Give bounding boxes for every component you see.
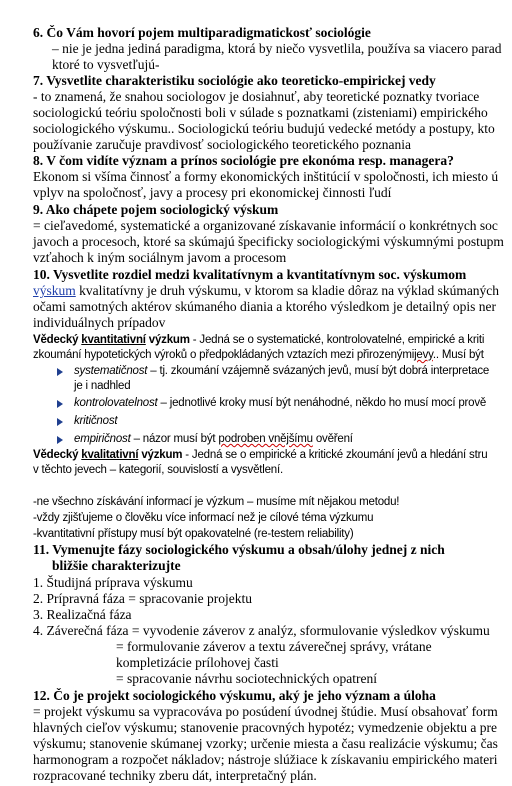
question-10-body-1: výskum kvalitatívny je druh výskumu, v ktorom sa kladie dôraz na výklad skúmaných bbox=[33, 283, 500, 298]
bullet-kriticnost: kritičnost bbox=[74, 415, 118, 427]
phase-4-cont-2: kompletizácie prílohovej časti bbox=[116, 655, 279, 670]
phase-3: 3. Realizačná fáza bbox=[33, 607, 132, 622]
phase-4-cont-1: = formulovanie záverov a textu záverečnej správy, vrátane bbox=[116, 639, 432, 654]
bullet-arrow-icon bbox=[57, 400, 63, 408]
question-9-title: 9. Ako chápete pojem sociologický výskum bbox=[33, 202, 279, 217]
question-11-title: 11. Vymenujte fázy sociologického výskumu a obsah/úlohy jednej z nich bbox=[33, 542, 445, 557]
question-7-body-4: používanie zaručuje pravdivosť sociologického teoretického poznania bbox=[33, 137, 411, 152]
bullet-systematicnost: systematičnost – tj. zkoumání vzájemně svázaných jevů, musí být dobrá interpretace bbox=[74, 365, 490, 377]
question-12-title: 12. Čo je projekt sociologického výskumu, aký je jeho význam a úloha bbox=[33, 688, 436, 703]
question-10-body-3: individuálnych prípadov bbox=[33, 315, 166, 330]
note-1: -ne všechno získávání informací je výzkum – musíme mít nějakou metodu! bbox=[33, 496, 400, 508]
quantitative-line-2: zkoumání hypotetických výroků o předpokládaných vztazích mezi přirozenýmijevy.. Musí být bbox=[33, 349, 484, 361]
bullet-arrow-icon bbox=[57, 418, 63, 426]
vyskum-link[interactable]: výskum bbox=[33, 283, 76, 298]
quantitative-heading: Vědecký kvantitativní výzkum - Jedná se o systematické, kontrolovatelné, empirické a kriti bbox=[33, 334, 485, 346]
question-9-body-2: javoch a procesoch, ktoré sa skúmajú špecificky sociologickými výskumnými postupm bbox=[33, 234, 504, 249]
question-6-title: 6. Čo Vám hovorí pojem multiparadigmatickosť sociológie bbox=[33, 25, 371, 40]
question-7-title: 7. Vysvetlite charakteristiku sociológie ako teoreticko-empirickej vedy bbox=[33, 73, 436, 88]
question-6-body-1: – nie je jedna jediná paradigma, ktorá by niečo vysvetlila, používa sa viacero parad bbox=[52, 41, 502, 56]
qualitative-line-2: v těchto jevech – kategorií, souvislostí a vysvětlení. bbox=[33, 464, 283, 476]
question-7-body-3: sociologického výskumu.. Sociologickú teóriu budujú vedecké metódy a postupy, kto bbox=[33, 121, 495, 136]
phase-4: 4. Záverečná fáza = vyvodenie záverov z analýz, sformulovanie výsledkov výskumu bbox=[33, 623, 490, 638]
question-12-body-4: harmonogram a rozpočet nákladov; nástroje slúžiace k získavaniu empirického materi bbox=[33, 752, 498, 767]
question-9-body-1: = cieľavedomé, systematické a organizované získavanie informácií o konkrétnych soc bbox=[33, 218, 498, 233]
question-8-body-2: vplyv na spoločnosť, javy a procesy pri ekonomickej činnosti ľudí bbox=[33, 185, 392, 200]
bullet-arrow-icon bbox=[57, 368, 63, 376]
question-9-body-3: vzťahoch k iným sociálnym javom a procesom bbox=[33, 250, 287, 265]
question-7-body-1: - to znamená, že snahou sociologov je dosiahnuť, aby teoretické poznatky tvoriace bbox=[33, 89, 480, 104]
bullet-systematicnost-cont: je i nadhled bbox=[74, 380, 131, 392]
question-12-body-5: rozpracované techniky zberu dát, interpretačný plán. bbox=[33, 768, 317, 783]
question-10-body-2: očami samotných aktérov skúmaného diania a ktorého výsledkom je detailný opis ner bbox=[33, 299, 497, 314]
question-12-body-3: výskumu; stanovenie skúmanej vzorky; určenie miesta a času realizácie výskumu; čas bbox=[33, 736, 498, 751]
question-10-title: 10. Vysvetlite rozdiel medzi kvalitatívnym a kvantitatívnym soc. výskumom bbox=[33, 267, 467, 282]
question-12-body-2: hlavných cieľov výskumu; stanovenie pracovných hypotéz; vymedzenie objektu a pre bbox=[33, 720, 497, 735]
bullet-kontrolovatelnost: kontrolovatelnost – jednotlivé kroky musí být nenáhodné, někdo ho musí mocí prově bbox=[74, 397, 487, 409]
question-6-body-2: ktoré to vysvetľujú- bbox=[52, 57, 160, 72]
note-3: -kvantitativní přístupy musí být opakovatelné (re-testem reliability) bbox=[33, 528, 354, 540]
bullet-arrow-icon bbox=[57, 436, 63, 444]
question-7-body-2: sociologickú teóriu spoločnosti boli v súlade s poznatkami (zisteniami) empirického bbox=[33, 105, 488, 120]
question-11-title-2: bližšie charakterizujte bbox=[52, 558, 181, 573]
question-8-body-1: Ekonom si všíma činnosť a formy ekonomických inštitúcií v spoločnosti, ich miesto ú bbox=[33, 169, 499, 184]
bullet-empiricnost: empiričnost – názor musí být podroben vnějšímu ověření bbox=[74, 433, 353, 445]
qualitative-heading: Vědecký kvalitativní výzkum - Jedná se o empirické a kritické zkoumání jevů a hledání stru bbox=[33, 449, 488, 461]
phase-1: 1. Študijná príprava výskumu bbox=[33, 575, 193, 590]
phase-4-cont-3: = spracovanie návrhu sociotechnických opatrení bbox=[116, 671, 378, 686]
phase-2: 2. Prípravná fáza = spracovanie projektu bbox=[33, 591, 253, 606]
question-8-title: 8. V čom vidíte význam a prínos sociológie pre ekonóma resp. managera? bbox=[33, 153, 454, 168]
note-2: -vždy zjišťujeme o člověku více informací než je cílové téma výzkumu bbox=[33, 512, 374, 524]
question-12-body-1: = projekt výskumu sa vypracováva po posúdení úvodnej štúdie. Musí obsahovať form bbox=[33, 704, 498, 719]
